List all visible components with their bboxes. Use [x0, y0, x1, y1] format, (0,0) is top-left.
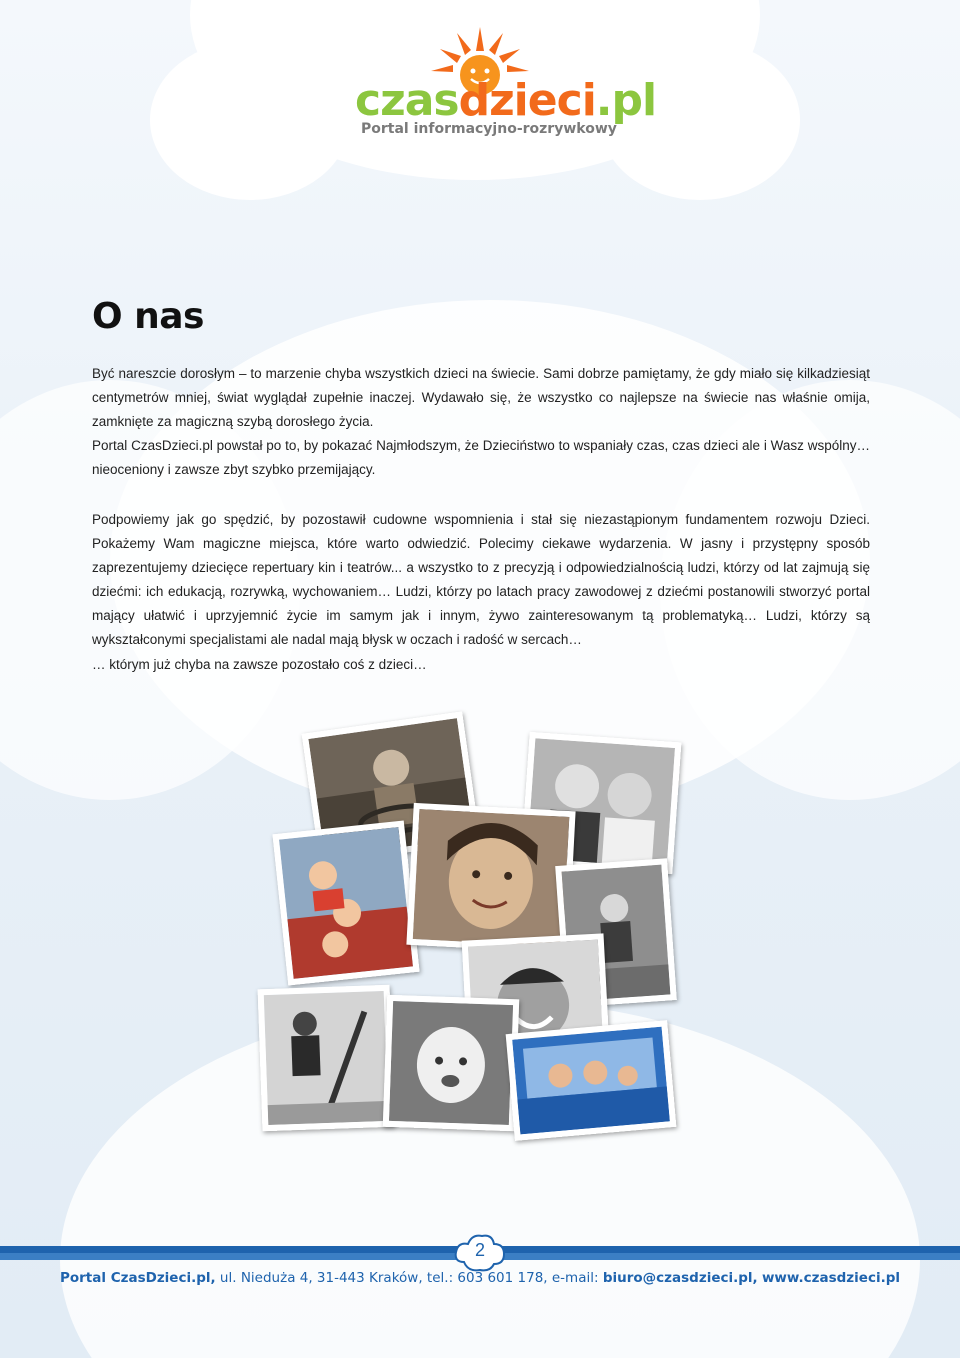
logo-subtitle: Portal informacyjno-rozrywkowy — [361, 121, 617, 137]
footer-address: ul. Nieduża 4, 31-443 Kraków, tel.: 603 601 178, e-mail: — [215, 1270, 603, 1286]
paragraph-4: … którym już chyba na zawsze pozostało coś z dzieci… — [92, 657, 427, 672]
paragraph-4-block — [92, 653, 870, 677]
paragraph-1-block — [92, 362, 870, 434]
logo-czas: czas — [355, 75, 459, 126]
photo-smiling-girl — [406, 803, 575, 953]
paragraph-2: Portal CzasDzieci.pl powstał po to, by pokazać Najmłodszym, że Dzieciństwo to wspaniały czas, czas dzieci ale i Wasz wspólny… nieoceniony i zawsze zbyt szybko przemijający. — [92, 438, 870, 477]
footer-email-link[interactable]: biuro@czasdzieci.pl, — [602, 1270, 758, 1286]
page-number-badge — [454, 1232, 506, 1274]
paragraph-3-block — [92, 508, 870, 652]
footer-contact — [0, 1270, 960, 1286]
photo-baby — [383, 995, 520, 1132]
logo-pl: .pl — [595, 75, 657, 126]
photo-collage — [255, 712, 685, 1132]
paragraph-1: Być nareszcie dorosłym – to marzenie chyba wszystkich dzieci na świecie. Sami dobrze pamiętamy, że gdy miało się kilkadziesiąt centymetrów mniej, świat wyglądał zupełnie inaczej. Wydawało się, że wszystko co najlepsze na świecie nas właśnie omija, zamknięte za magiczną szybą dorosłego życia. — [92, 366, 870, 429]
cloud-top-left — [150, 40, 350, 200]
footer-website-link[interactable]: www.czasdzieci.pl — [761, 1270, 900, 1286]
photo-children-boat — [272, 821, 419, 986]
footer-portal-name: Portal CzasDzieci.pl, — [59, 1270, 216, 1286]
photo-boy-fishing — [258, 985, 395, 1132]
page-title: O nas — [92, 296, 204, 337]
page-number: 2 — [474, 1240, 485, 1260]
logo-wordmark — [355, 75, 657, 126]
logo-dzieci: dzieci — [458, 75, 596, 126]
photo-kids-window — [506, 1020, 677, 1141]
paragraph-2-block — [92, 434, 870, 482]
paragraph-3: Podpowiemy jak go spędzić, by pozostawił cudowne wspomnienia i stał się niezastąpionym fundamentem rozwoju Dzieci. Pokażemy Wam magiczne miejsca, które warto odwiedzić. Polecimy ciekawe wydarzenia. W jasny i przystępny sposób zaprezentujemy dziecięce repertuary kin i teatrów... a wszystko to z precyzją i odpowiedzialnością ludzi, którzy od lat zajmują się dziećmi: ich edukacją, rozrywką, wychowaniem… Ludzi, którzy po latach pracy zawodowej z dziećmi postanowili stworzyć portal mający ułatwić i uprzyjemnić życie im samym jak i innym, żywo zainteresowanym tą problematyką… Ludzi, którzy są wykształconymi specjalistami ale nadal mają błysk w oczach i radość w sercach… — [92, 512, 870, 647]
brand-logo[interactable] — [355, 25, 657, 145]
